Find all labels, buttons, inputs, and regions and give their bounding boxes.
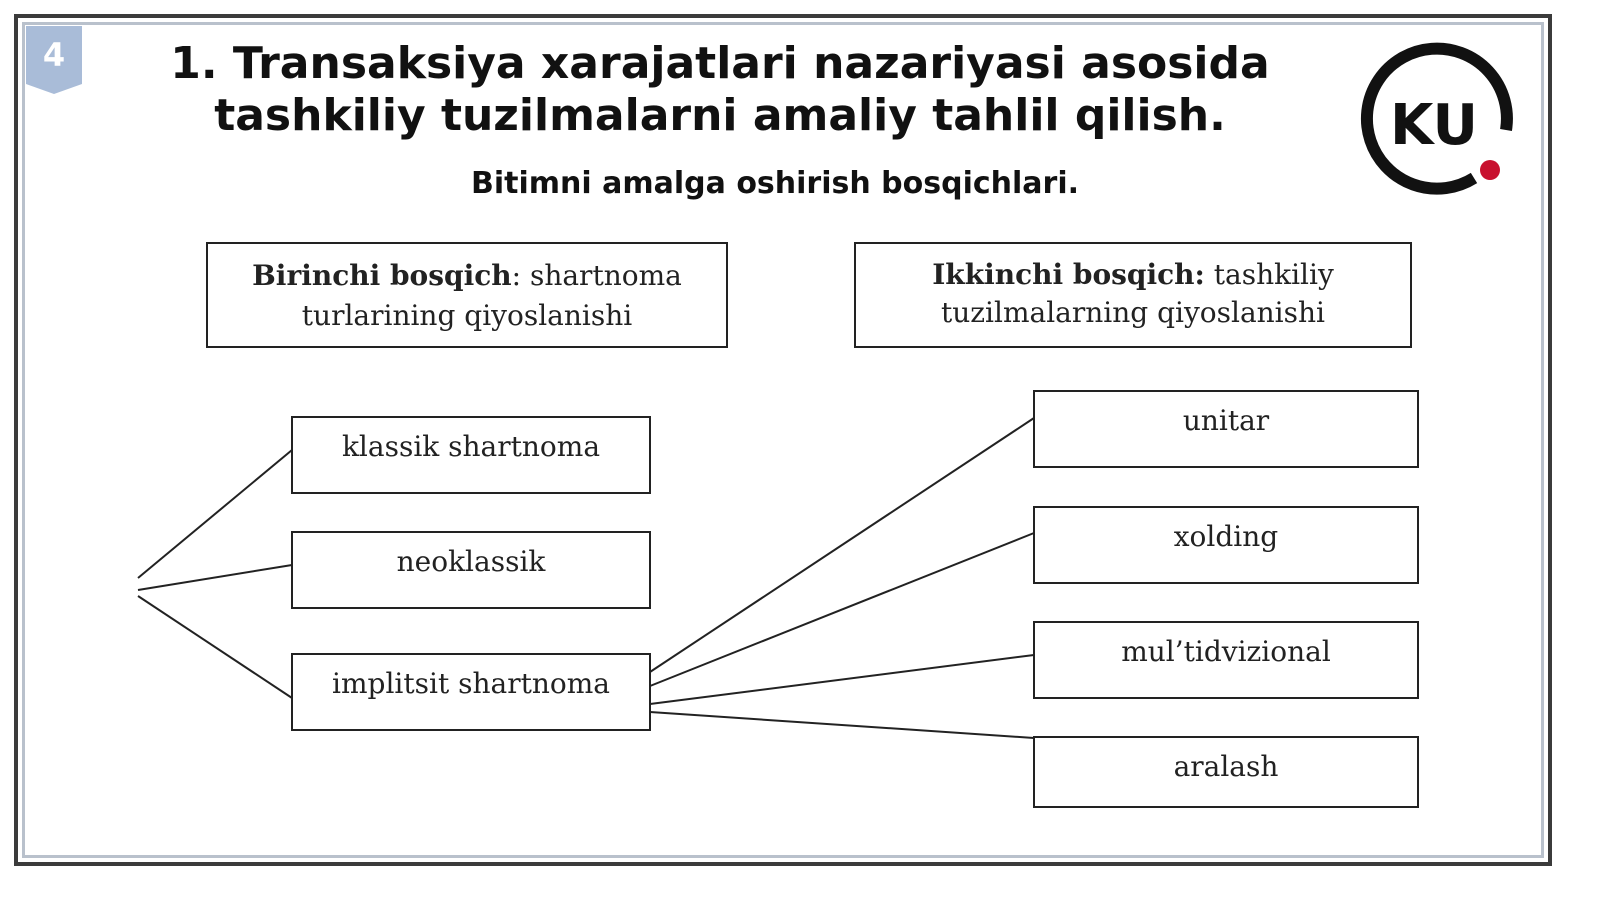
stage-two-label: Ikkinchi bosqich: [932, 258, 1205, 291]
stage-two-line-2: tuzilmalarning qiyoslanishi [941, 296, 1325, 329]
contract-type-classic: klassik shartnoma [291, 416, 651, 494]
structure-multidivisional: mul’tidvizional [1033, 621, 1419, 699]
contract-type-implicit: implitsit shartnoma [291, 653, 651, 731]
structure-holding: xolding [1033, 506, 1419, 584]
contract-type-neoclassic: neoklassik [291, 531, 651, 609]
slide-number: 4 [42, 36, 66, 74]
stage-one-line-2: turlarining qiyoslanishi [301, 299, 633, 332]
diagram-subtitle: Bitimni amalga oshirish bosqichlari. [471, 166, 1079, 201]
structure-mixed: aralash [1033, 736, 1419, 808]
stage-one-label: Birinchi bosqich [252, 259, 512, 292]
structure-unitary: unitar [1033, 390, 1419, 468]
stage-two-line-1: Ikkinchi bosqich: tashkiliy [932, 258, 1334, 291]
stage-two-box [854, 242, 1412, 348]
stage-one-line-1: Birinchi bosqich: shartnoma [252, 259, 682, 292]
title-line-2: tashkiliy tuzilmalarni amaliy tahlil qilish. [214, 90, 1226, 141]
title-line-1: 1. Transaksiya xarajatlari nazariyasi asosida [170, 38, 1270, 89]
logo-text: KU [1390, 93, 1478, 158]
stage-one-box [206, 242, 728, 348]
